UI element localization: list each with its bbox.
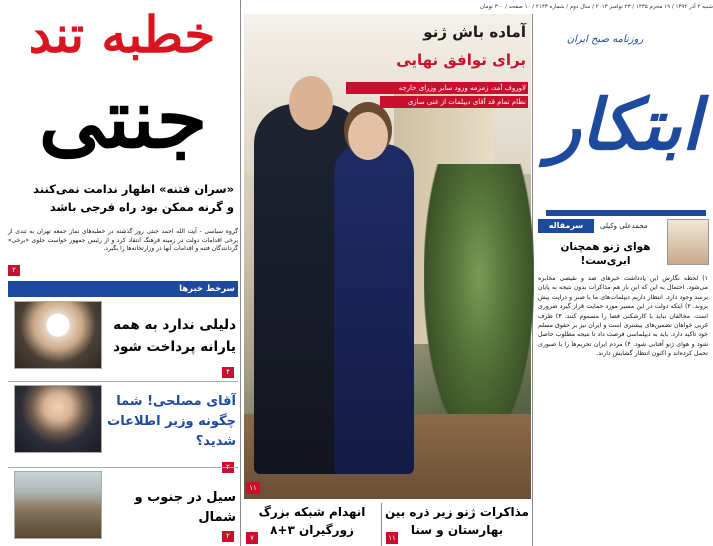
- photo-figure: [348, 112, 388, 160]
- lead-body: گروه سیاسی - آیت الله احمد جنتی روز گذشته در خطبه‌های نماز جمعه تهران به تندی از برخی اقدامات دولت در زمینه فرهنگ انتقاد کرد و از رئیس جمهور خواست جلوی «برخی» گردانندگان فتنه و اقدامات آنها در وزارتخانه‌ها را بگیرد.: [8, 228, 238, 252]
- photo-subheading: لاوروف آمد، زمزمه ورود سایر وزرای خارجه: [346, 82, 528, 94]
- photo-figure: [289, 76, 333, 130]
- logo-band: [546, 210, 706, 216]
- news-item-photo[interactable]: [14, 385, 102, 453]
- news-section-tag: سرخط خبرها: [176, 281, 238, 297]
- column-divider: [381, 503, 382, 546]
- editorial-tag: سرمقاله: [538, 219, 594, 233]
- page-badge: ۷: [246, 532, 258, 544]
- item-divider: [8, 467, 238, 468]
- item-divider: [8, 381, 238, 382]
- news-item-title[interactable]: آقای مصلحی! شما چگونه وزیر اطلاعات شدید؟: [107, 394, 236, 449]
- news-item-title[interactable]: دلیلی ندارد به همه یارانه پرداخت شود: [113, 317, 236, 355]
- page-badge: ۴: [222, 367, 234, 378]
- editorial-title[interactable]: هوای ژنو همچنان ابری‌ست!: [560, 241, 651, 267]
- lead-deck: و گرنه ممکن بود راه فرجی باشد: [49, 200, 234, 214]
- page-badge: ۲: [8, 265, 20, 276]
- editorial-author: محمدعلی وکیلی: [600, 222, 648, 230]
- page-badge: ۱۱: [246, 482, 260, 494]
- photo-headline[interactable]: آماده باش ژنو: [423, 23, 526, 41]
- column-divider: [240, 0, 241, 546]
- lead-deck: «سران فتنه» اظهار ندامت نمی‌کنند: [33, 182, 234, 196]
- dateline: شنبه ۲ آذر ۱۳۹۲ / ۱۹ محرم ۱۴۳۵ / ۲۳ نوامبر ۲۰۱۳ / سال دوم / شماره ۲۱۴۳ / ۱۰ صفحه / ۳۰۰ تومان: [479, 4, 713, 10]
- author-photo: [667, 219, 709, 265]
- photo-subheading: نظام تمام قد آقای دیپلمات از غنی سازی: [380, 96, 528, 108]
- page-badge: ۲: [222, 531, 234, 542]
- news-item-title[interactable]: سیل در جنوب و شمال: [134, 490, 236, 525]
- logo-subtitle: روزنامه صبح ایران: [566, 34, 644, 45]
- photo-headline-accent[interactable]: برای توافق نهایی: [396, 51, 526, 69]
- news-item-photo[interactable]: [14, 471, 102, 539]
- editorial-body: ۱) لحظه نگارش این یادداشت خبرهای ضد و نقیضی مخابره می‌شود. احتمال به این که این بار هم مذاکرات بدون نتیجه به پایان برسد وجود دارد. انتظار داریم دیپلمات‌های ما با صبر و درایت پیش بروند. ۲) اینکه دولت در این مسیر مورد حمایت قرار گیرد ضروری است. مخالفان نباید با کارشکنی فضا را مسموم کنند. ۳) طرف غربی خواهان تضمین‌های بیشتری است و ایران نیز بر حقوق مسلم خود تاکید دارد. باید به دیپلماسی فرصت داد تا نتیجه مطلوب حاصل شود و هوای ژنو آفتابی شود. ۴) مردم ایران تحریم‌ها را با صبوری تحمل کرده‌اند و اکنون انتظار گشایش دارند.: [538, 275, 709, 358]
- lead-headline-black[interactable]: جنتی: [38, 71, 208, 167]
- photo-figure: [334, 144, 414, 474]
- lead-headline-red[interactable]: خطبه تند: [28, 5, 216, 64]
- page-badge: ۱۱: [386, 532, 398, 544]
- photo-plant: [424, 164, 534, 444]
- bottom-headline[interactable]: مذاکرات ژنو زیر ذره بین بهارستان و سنا: [385, 505, 529, 537]
- bottom-headline[interactable]: انهدام شبکه بزرگ زورگیران ۳+۸: [258, 505, 366, 537]
- news-item-photo[interactable]: [14, 301, 102, 369]
- newspaper-logo: ابتکار: [547, 83, 701, 166]
